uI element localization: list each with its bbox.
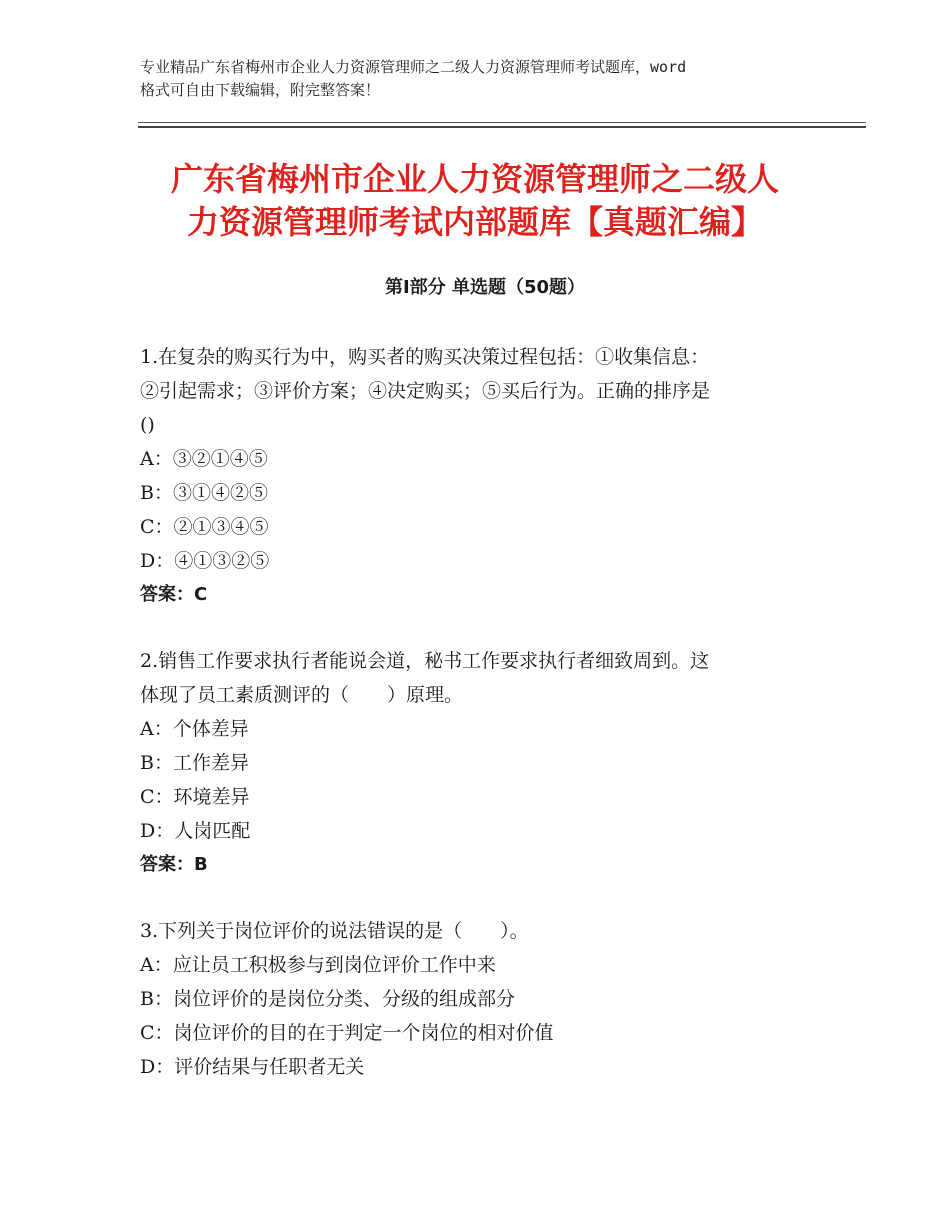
option-a: A：③②①④⑤	[140, 448, 268, 470]
question-stem-line: 2.销售工作要求执行者能说会道，秘书工作要求执行者细致周到。这	[140, 650, 710, 672]
question-stem-line: ②引起需求；③评价方案；④决定购买；⑤买后行为。正确的排序是	[140, 380, 711, 402]
option-d: D：④①③②⑤	[140, 550, 270, 572]
title-line-1: 广东省梅州市企业人力资源管理师之二级人	[170, 160, 779, 198]
title-line-2: 力资源管理师考试内部题库【真题汇编】	[186, 203, 763, 241]
header-line-2: 格式可自由下载编辑，附完整答案！	[140, 81, 381, 99]
question-stem-line: 体现了员工素质测评的（ ）原理。	[140, 684, 464, 706]
option-b: B：岗位评价的是岗位分类、分级的组成部分	[140, 988, 515, 1010]
option-d: D：评价结果与任职者无关	[140, 1056, 365, 1078]
option-c: C：②①③④⑤	[140, 516, 269, 538]
option-b: B：工作差异	[140, 752, 249, 774]
document-title	[120, 158, 830, 244]
section-heading: 第Ⅰ部分 单选题（50题）	[384, 277, 585, 298]
question-1	[140, 340, 810, 612]
question-stem-line: 1.在复杂的购买行为中，购买者的购买决策过程包括：①收集信息：	[140, 346, 710, 368]
answer-label: 答案：C	[140, 584, 208, 605]
option-d: D：人岗匹配	[140, 820, 251, 842]
option-a: A：应让员工积极参与到岗位评价工作中来	[140, 954, 496, 976]
question-stem-line: 3.下列关于岗位评价的说法错误的是（ ）。	[140, 920, 529, 942]
header-line-1: 专业精品广东省梅州市企业人力资源管理师之二级人力资源管理师考试题库，word	[140, 58, 687, 76]
question-2	[140, 644, 810, 882]
option-a: A：个体差异	[140, 718, 249, 740]
document-header	[140, 56, 830, 102]
question-stem-line: ()	[140, 414, 155, 436]
header-rule-thick	[138, 126, 866, 128]
answer-label: 答案：B	[140, 854, 208, 875]
question-list	[140, 340, 810, 1116]
header-rule-thin	[138, 122, 866, 123]
option-b: B：③①④②⑤	[140, 482, 268, 504]
option-c: C：岗位评价的目的在于判定一个岗位的相对价值	[140, 1022, 554, 1044]
option-c: C：环境差异	[140, 786, 250, 808]
question-3	[140, 914, 810, 1084]
